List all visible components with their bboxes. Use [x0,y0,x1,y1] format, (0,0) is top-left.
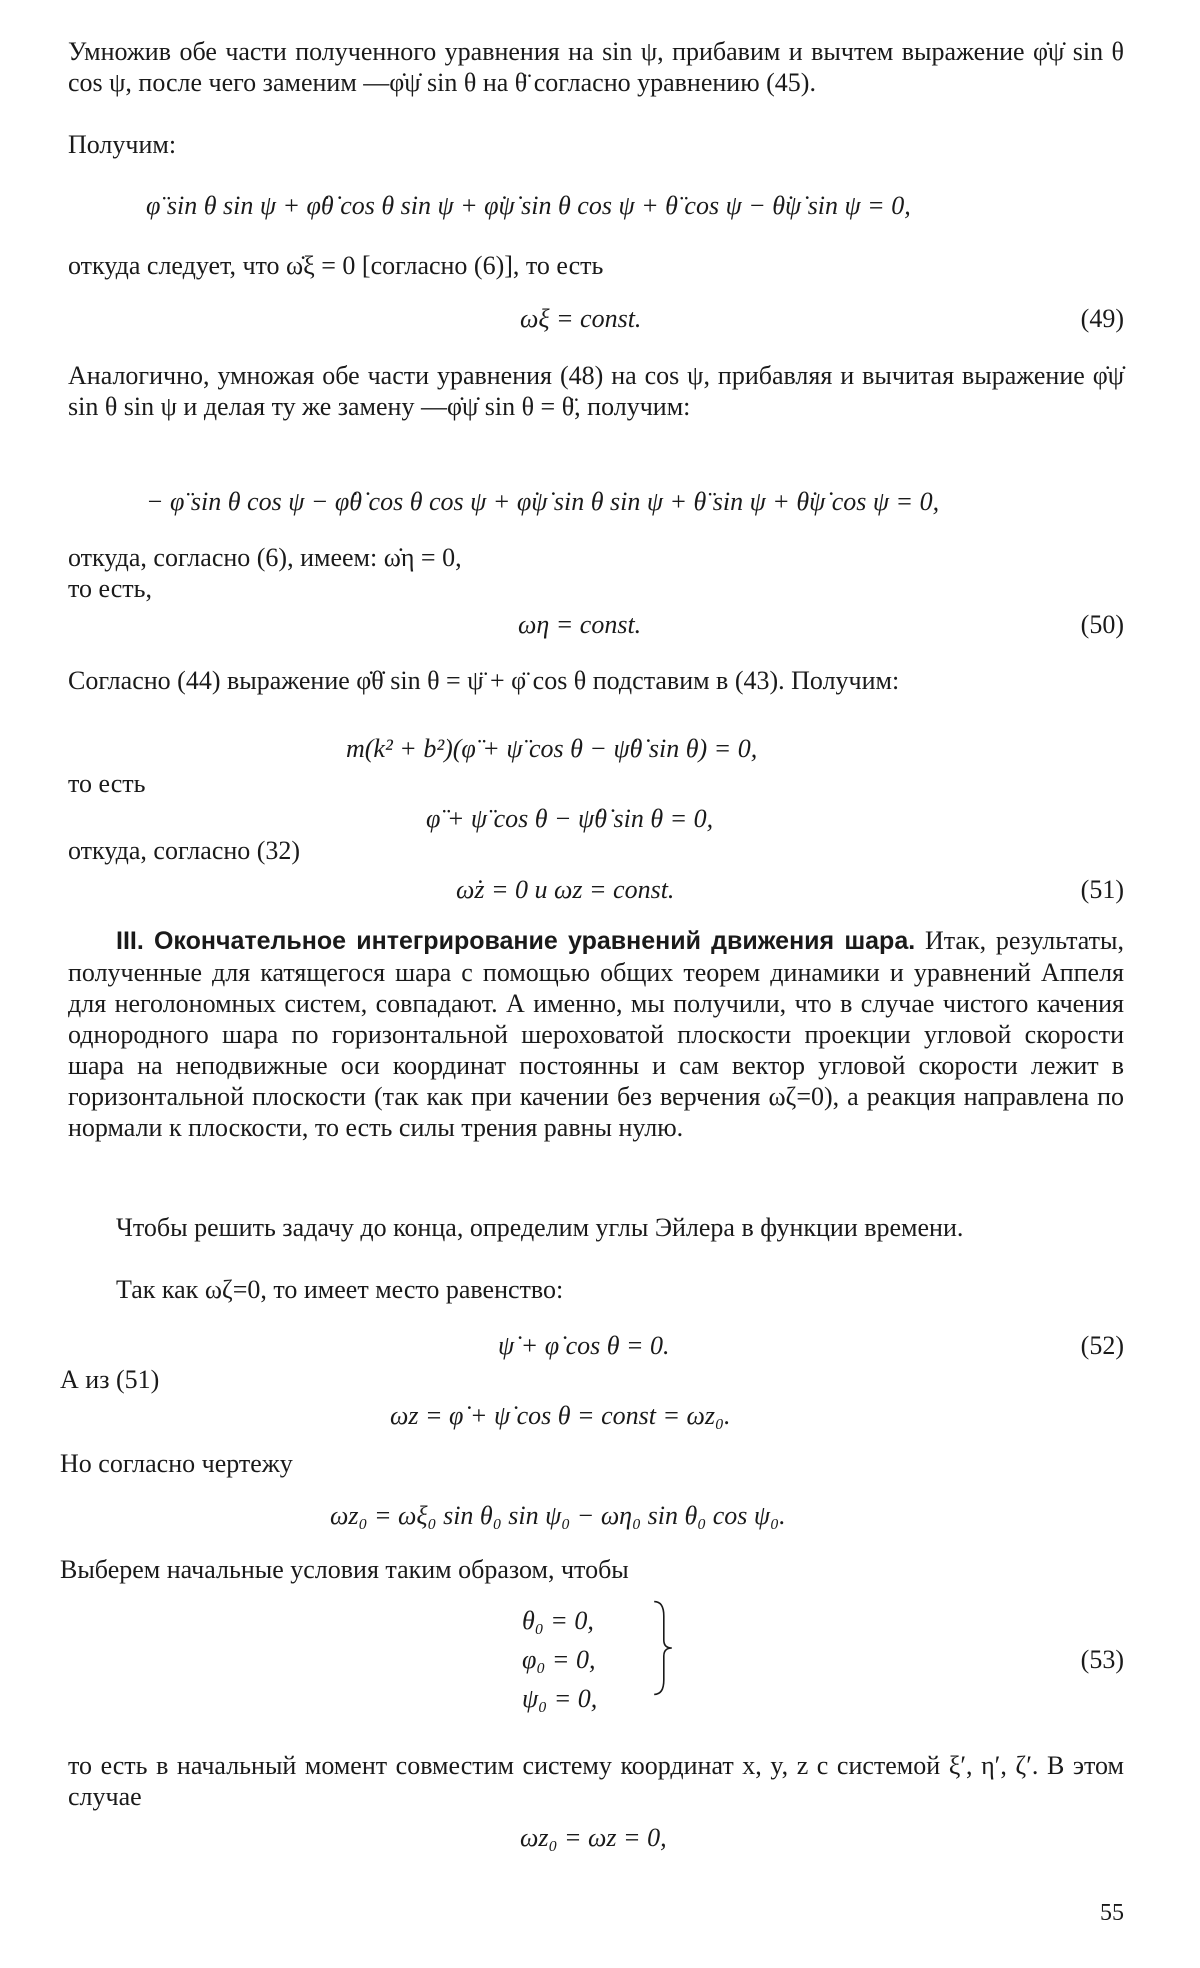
right-brace-icon [648,1600,678,1720]
equation-theta0: θ₀ = 0, [522,1606,594,1635]
equation-number-52: (52) [1080,1331,1124,1360]
equation-number-51: (51) [1080,875,1124,904]
equation-52: ψ̇ + φ̇ cos θ = 0. [498,1331,670,1360]
paragraph-from-51: А из (51) [60,1365,160,1394]
equation-omega-xi-const: ωξ = const. [520,304,642,333]
equation-omega-eta-const: ωη = const. [518,610,642,639]
equation-psi0: ψ₀ = 0, [522,1684,598,1713]
section-heading: III. Окончательное интегрирование уравнений движения шара. [116,927,916,955]
paragraph-by-drawing: Но согласно чертежу [60,1449,293,1478]
paragraph-according-44: Согласно (44) выражение φ̇θ̇ sin θ = ψ̈ + φ̈ cos θ подставим в (43). Получим: [68,666,900,695]
equation-cos-expansion: − φ̈ sin θ cos ψ − φ̇θ̇ cos θ cos ψ + φ̇ψ̇ sin θ sin ψ + θ̈ sin ψ + θ̇ψ̇ cos ψ = 0, [146,487,940,516]
paragraph-that-is: то есть, [68,574,152,603]
paragraph-multiply-sin: Умножив обе части полученного уравнения на sin ψ, прибавим и вычтем выражение φ̇ψ̇ sin θ cos ψ, после чего заменим —φ̇ψ̇ sin θ на θ̈ согласно уравнению (45). [68,37,1124,97]
equation-mass-moment: m(k² + b²)(φ̈ + ψ̈ cos θ − ψ̇θ̇ sin θ) = 0, [346,734,758,763]
equation-omega-z0: ωz₀ = ωξ₀ sin θ₀ sin ψ₀ − ωη₀ sin θ₀ cos ψ₀. [330,1501,786,1530]
paragraph-analogously: Аналогично, умножая обе части уравнения (48) на cos ψ, прибавляя и вычитая выражение φ̇ψ̇ sin θ sin ψ и делая ту же замену —φ̇ψ̇ sin θ = θ̈, получим: [68,361,1124,421]
paragraph-since-omega-zeta: Так как ωζ=0, то имеет место равенство: [116,1275,564,1304]
paragraph-euler-angles: Чтобы решить задачу до конца, определим углы Эйлера в функции времени. [116,1213,964,1242]
paragraph-that-is-2: то есть [68,769,146,798]
paragraph-whence-follows: откуда следует, что ω̇ξ = 0 [согласно (6)], то есть [68,251,604,280]
equation-number-49: (49) [1080,304,1124,333]
paragraph-initial-conditions: Выберем начальные условия таким образом, чтобы [60,1555,629,1584]
section-final-integration [68,925,1124,1143]
equation-number-50: (50) [1080,610,1124,639]
paragraph-we-get: Получим: [68,130,177,159]
equation-sin-expansion: φ̈ sin θ sin ψ + φ̇θ̇ cos θ sin ψ + φ̇ψ̇ sin θ cos ψ + θ̈ cos ψ − θ̇ψ̇ sin ψ = 0, [146,191,911,220]
equation-omega-z-initial: ωz = φ̇ + ψ̇ cos θ = const = ωz₀. [390,1401,731,1430]
paragraph-according-32: откуда, согласно (32) [68,836,301,865]
equation-reduced: φ̈ + ψ̈ cos θ − ψ̇θ̇ sin θ = 0, [426,804,714,833]
page-number: 55 [1100,1900,1124,1926]
equation-number-53: (53) [1080,1645,1124,1674]
equation-omega-z-const: ω̇z = 0 и ωz = const. [456,875,675,904]
paragraph-coordinate-systems: то есть в начальный момент совместим систему координат x, y, z с системой ξ′, η′, ζ′. В этом случае [68,1751,1124,1811]
equation-omega-z-zero: ωz₀ = ωz = 0, [520,1823,667,1852]
section-body: Итак, результаты, полученные для катящегося шара с помощью общих теорем динамики и уравнений Аппеля для неголономных систем, совпадают. А именно, мы получили, что в случае чистого качения однородного шара по горизонтальной шероховатой плоскости проекции угловой скорости шара на неподвижные оси координат постоянны и сам вектор угловой скорости лежит в горизонтальной плоскости (так как при качении без верчения ωζ=0), а реакция направлена по нормали к плоскости, то есть силы трения равны нулю. [68,926,1124,1142]
equation-phi0: φ₀ = 0, [522,1645,596,1674]
paragraph-omega-eta-zero: откуда, согласно (6), имеем: ω̇η = 0, [68,543,462,572]
